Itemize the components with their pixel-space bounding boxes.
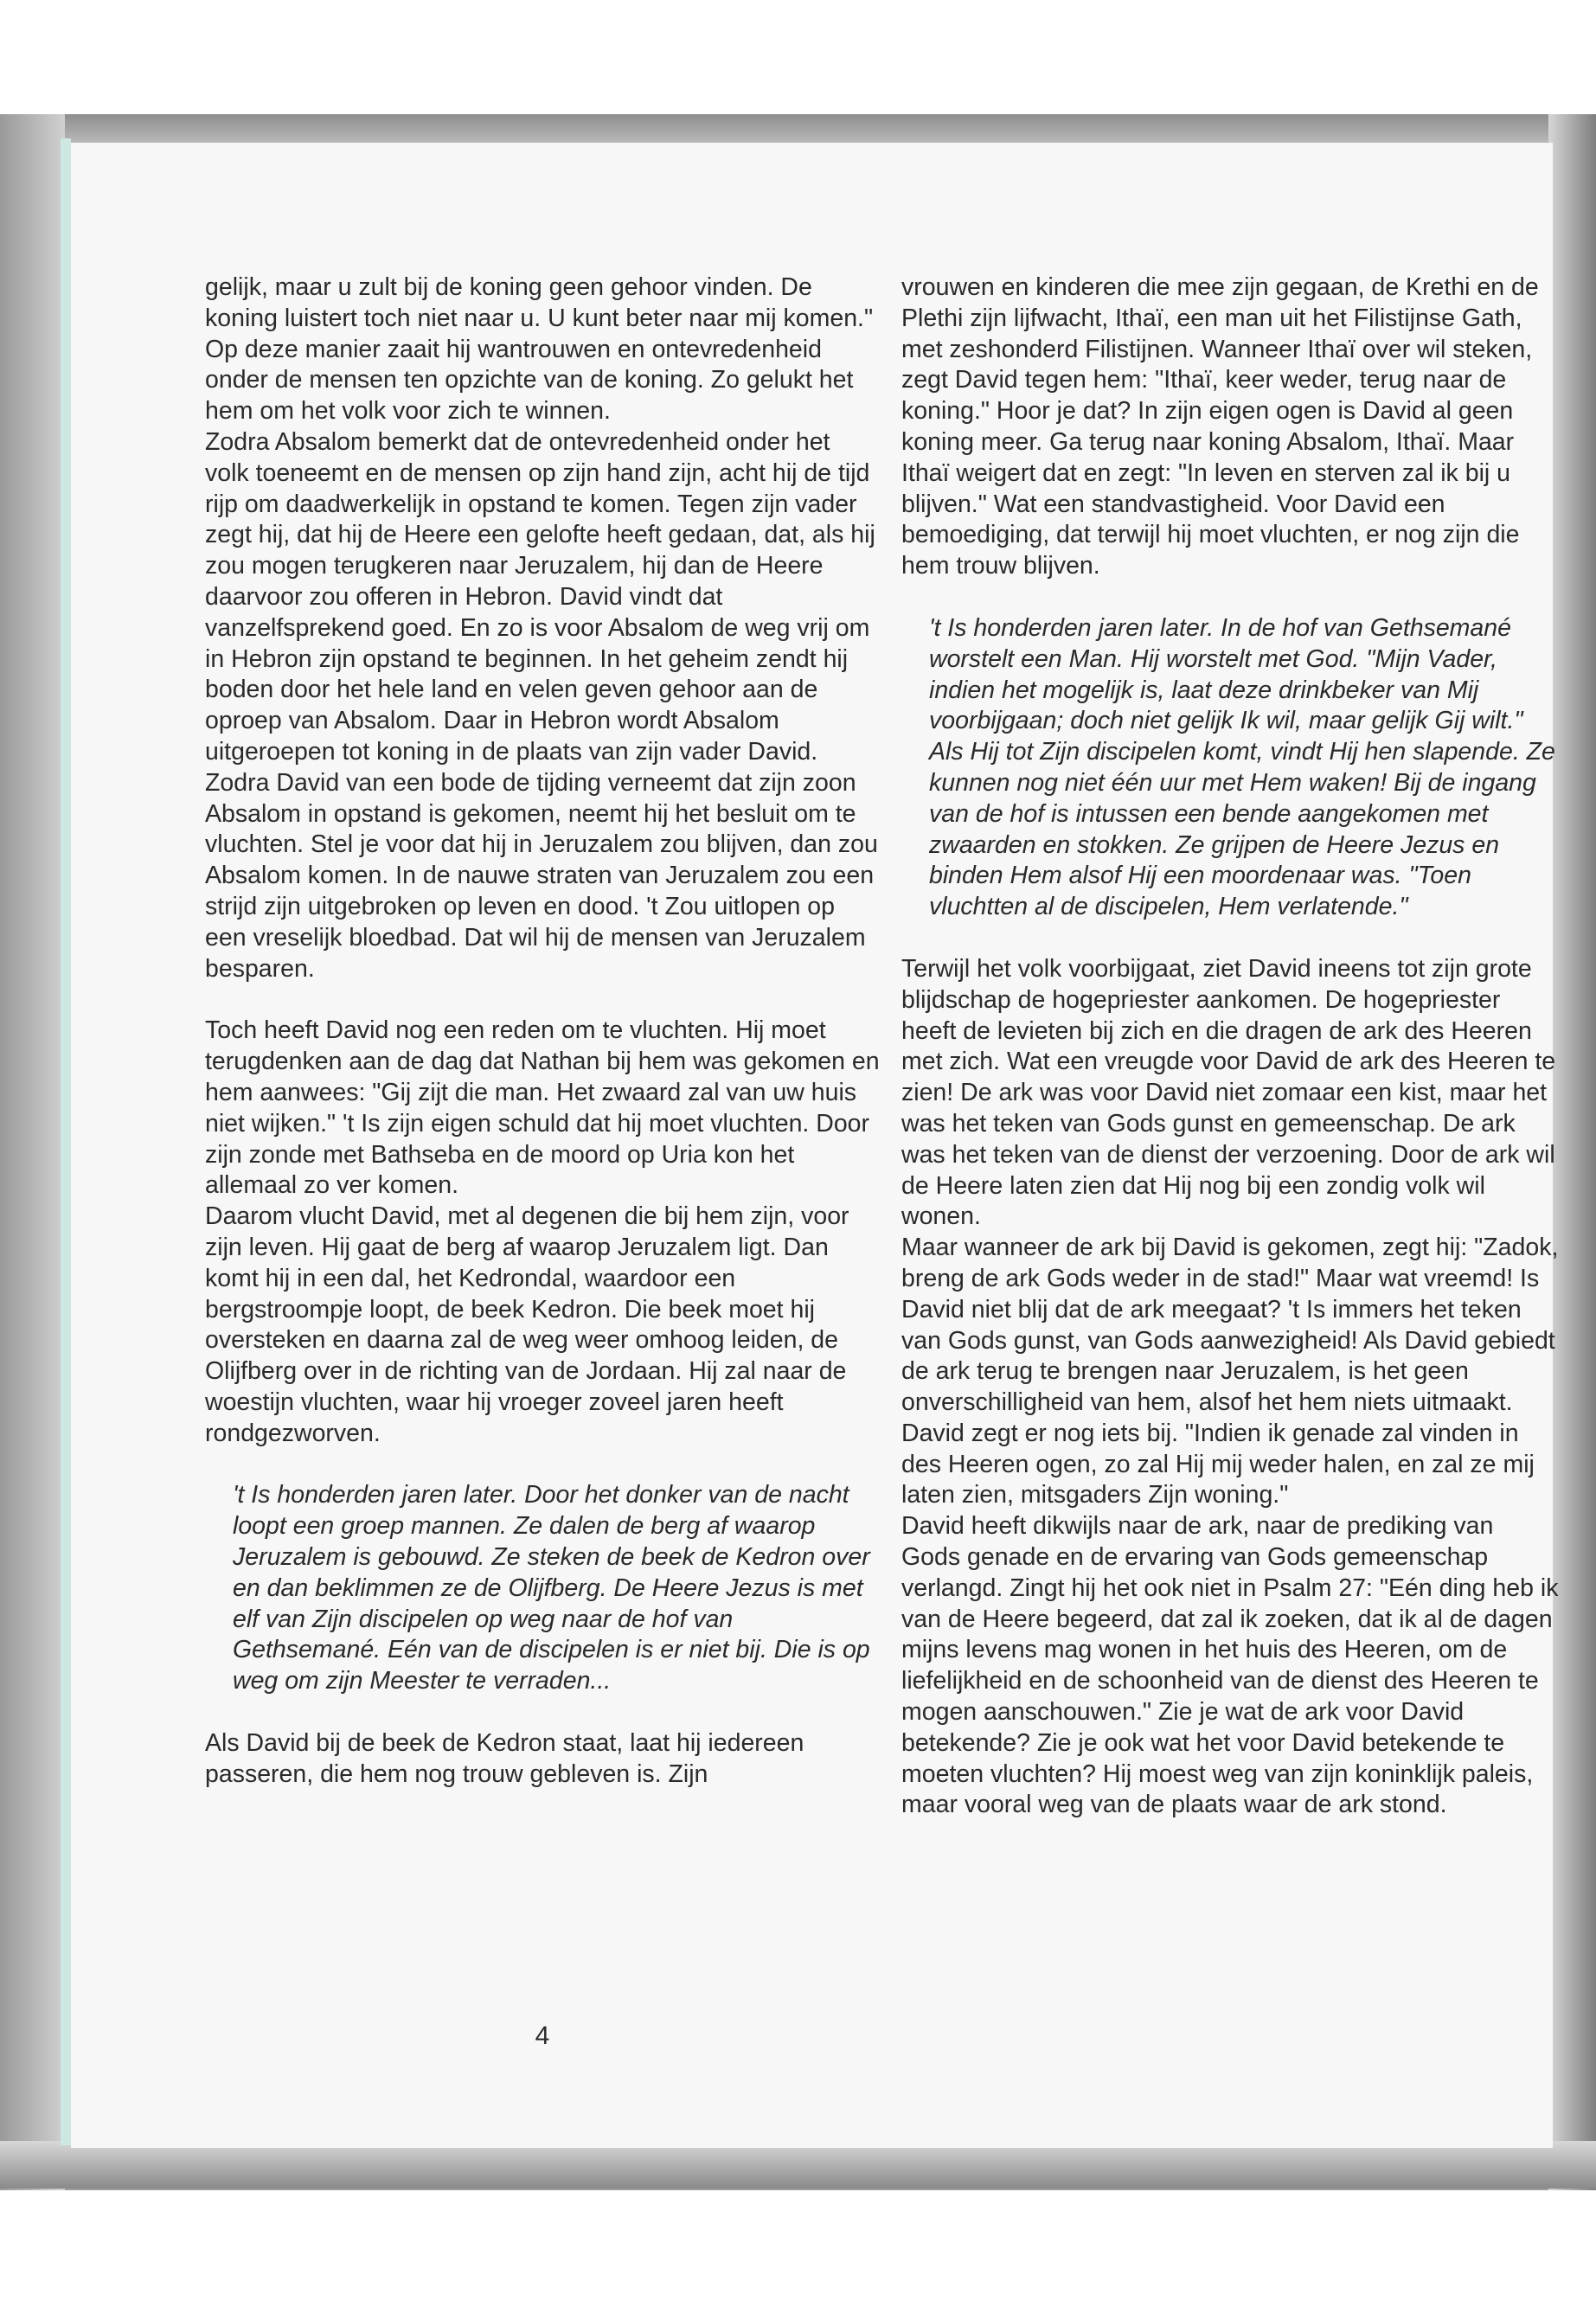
right-column: [901, 272, 1559, 1821]
italic-quote: 't Is honderden jaren later. Door het donker van de nacht loopt een groep mannen. Ze dalen de berg af waarop Jeruzalem is gebouwd. Ze steken de beek de Kedron over en dan beklimmen ze de Olijfberg. De Heere Jezus is met elf van Zijn discipelen op weg naar de hof van Gethsemané. Eén van de discipelen is er niet bij. Die is op weg om zijn Meester te verraden...: [233, 1481, 870, 1695]
paragraph: Terwijl het volk voorbijgaat, ziet David ineens tot zijn grote blijdschap de hogepriester aankomen. De hogepriester heeft de levieten bij zich en die dragen de ark des Heeren met zich. Wat een vreugde voor David de ark des Heeren te zien! De ark was voor David niet zomaar een kist, maar het was het teken van Gods gunst en gemeenschap. De ark was het teken van de dienst der verzoening. Door de ark wil de Heere laten zien dat Hij nog bij een zondig volk wil wonen.: [901, 954, 1556, 1231]
paragraph-gap: [901, 582, 1559, 613]
paragraph: Maar wanneer de ark bij David is gekomen, zegt hij: "Zadok, breng de ark Gods weder in de stad!" Maar wat vreemd! Is David niet blij dat de ark meegaat? 't Is immers het teken van Gods gunst, van Gods aanwezigheid! Als David gebiedt de ark terug te brengen naar Jeruzalem, is het geen onverschilligheid van hem, alsof het hem niets uitmaakt. David zegt er nog iets bij. "Indien ik genade zal vinden in des Heeren ogen, zo zal Hij mij weder halen, en zal ze mij laten zien, mitsgaders Zijn woning.": [901, 1234, 1559, 1509]
page-number: 4: [535, 2022, 550, 2050]
paragraph: Zodra David van een bode de tijding verneemt dat zijn zoon Absalom in opstand is gekomen, neemt hij het besluit om te vluchten. Stel je voor dat hij in Jeruzalem zou blijven, dan zou Absalom komen. In de nauwe straten van Jeruzalem zou een strijd zijn uitgebroken op leven en dood. 't Zou uitlopen op een vreselijk bloedbad. Dat wil hij de mensen van Jeruzalem besparen.: [205, 768, 878, 983]
paragraph-gap: [901, 923, 1559, 954]
left-column: [205, 272, 880, 1791]
spine-accent: [61, 138, 71, 2145]
paragraph: David heeft dikwijls naar de ark, naar de prediking van Gods genade en de ervaring van Gods gemeenschap verlangd. Zingt hij het ook niet in Psalm 27: "Eén ding heb ik van de Heere begeerd, dat zal ik zoeken, dat ik al de dagen mijns levens mag wonen in het huis des Heeren, om de liefelijkheid en de schoonheid van de dienst des Heeren te mogen aanschouwen." Zie je wat de ark voor David betekende? Zie je ook wat het voor David betekende te moeten vluchten? Hij moest weg van zijn koninklijk paleis, maar vooral weg van de plaats waar de ark stond.: [901, 1512, 1559, 1819]
paragraph-gap: [205, 1697, 880, 1728]
italic-quote: 't Is honderden jaren later. In de hof van Gethsemané worstelt een Man. Hij worstelt met God. "Mijn Vader, indien het mogelijk is, laat deze drinkbeker van Mij voorbijgaan; doch niet gelijk Ik wil, maar gelijk Gij wilt." Als Hij tot Zijn discipelen komt, vindt Hij hen slapende. Ze kunnen nog niet één uur met Hem waken! Bij de ingang van de hof is intussen een bende aangekomen met zwaarden en stokken. Ze grijpen de Heere Jezus en binden Hem alsof Hij een moordenaar was. "Toen vluchtten al de discipelen, Hem verlatende.": [929, 613, 1555, 921]
paragraph: Als David bij de beek de Kedron staat, laat hij iedereen passeren, die hem nog trouw gebleven is. Zijn: [205, 1729, 804, 1788]
paragraph-gap: [205, 1449, 880, 1480]
book-page: [71, 143, 1559, 2148]
book-edge-bottom: [0, 2141, 1596, 2189]
paragraph: Daarom vlucht David, met al degenen die bij hem zijn, voor zijn leven. Hij gaat de berg af waarop Jeruzalem ligt. Dan komt hij in een dal, het Kedrondal, waardoor een bergstroompje loopt, de beek Kedron. Die beek moet hij oversteken en daarna zal de weg weer omhoog leiden, de Olijfberg over in de richting van de Jordaan. Hij zal naar de woestijn vluchten, waar hij vroeger zoveel jaren heeft rondgezworven.: [205, 1202, 849, 1447]
paragraph: gelijk, maar u zult bij de koning geen gehoor vinden. De koning luistert toch niet naar u. U kunt beter naar mij komen." Op deze manier zaait hij wantrouwen en ontevredenheid onder de mensen ten opzichte van de koning. Zo gelukt het hem om het volk voor zich te winnen.: [205, 273, 874, 426]
paragraph-gap: [205, 984, 880, 1016]
paragraph: vrouwen en kinderen die mee zijn gegaan, de Krethi en de Plethi zijn lijfwacht, Ithaï, een man uit het Filistijnse Gath, met zeshonderd Filistijnen. Wanneer Ithaï over wil steken, zegt David tegen hem: "Ithaï, keer weder, terug naar de koning." Hoor je dat? In zijn eigen ogen is David al geen koning meer. Ga terug naar koning Absalom, Ithaï. Maar Ithaï weigert dat en zegt: "In leven en sterven zal ik bij u blijven." Wat een standvastigheid. Voor David een bemoediging, dat terwijl hij moet vluchten, er nog zijn die hem trouw blijven.: [901, 273, 1539, 580]
paragraph: Zodra Absalom bemerkt dat de ontevredenheid onder het volk toeneemt en de mensen op zijn hand zijn, acht hij de tijd rijp om daadwerkelijk in opstand te komen. Tegen zijn vader zegt hij, dat hij de Heere een gelofte heeft gedaan, dat, als hij zou mogen terugkeren naar Jeruzalem, hij dan de Heere daarvoor zou offeren in Hebron. David vindt dat vanzelfsprekend goed. En zo is voor Absalom de weg vrij om in Hebron zijn opstand te beginnen. In het geheim zendt hij boden door het hele land en velen geven gehoor aan de oproep van Absalom. Daar in Hebron wordt Absalom uitgeroepen tot koning in de plaats van zijn vader David.: [205, 427, 875, 766]
paragraph: Toch heeft David nog een reden om te vluchten. Hij moet terugdenken aan de dag dat Nathan bij hem was gekomen en hem aanwees: "Gij zijt die man. Het zwaard zal van uw huis niet wijken." 't Is zijn eigen schuld dat hij moet vluchten. Door zijn zonde met Bathseba en de moord op Uria kon het allemaal zo ver komen.: [205, 1016, 880, 1200]
book-edge-left: [0, 114, 65, 2190]
